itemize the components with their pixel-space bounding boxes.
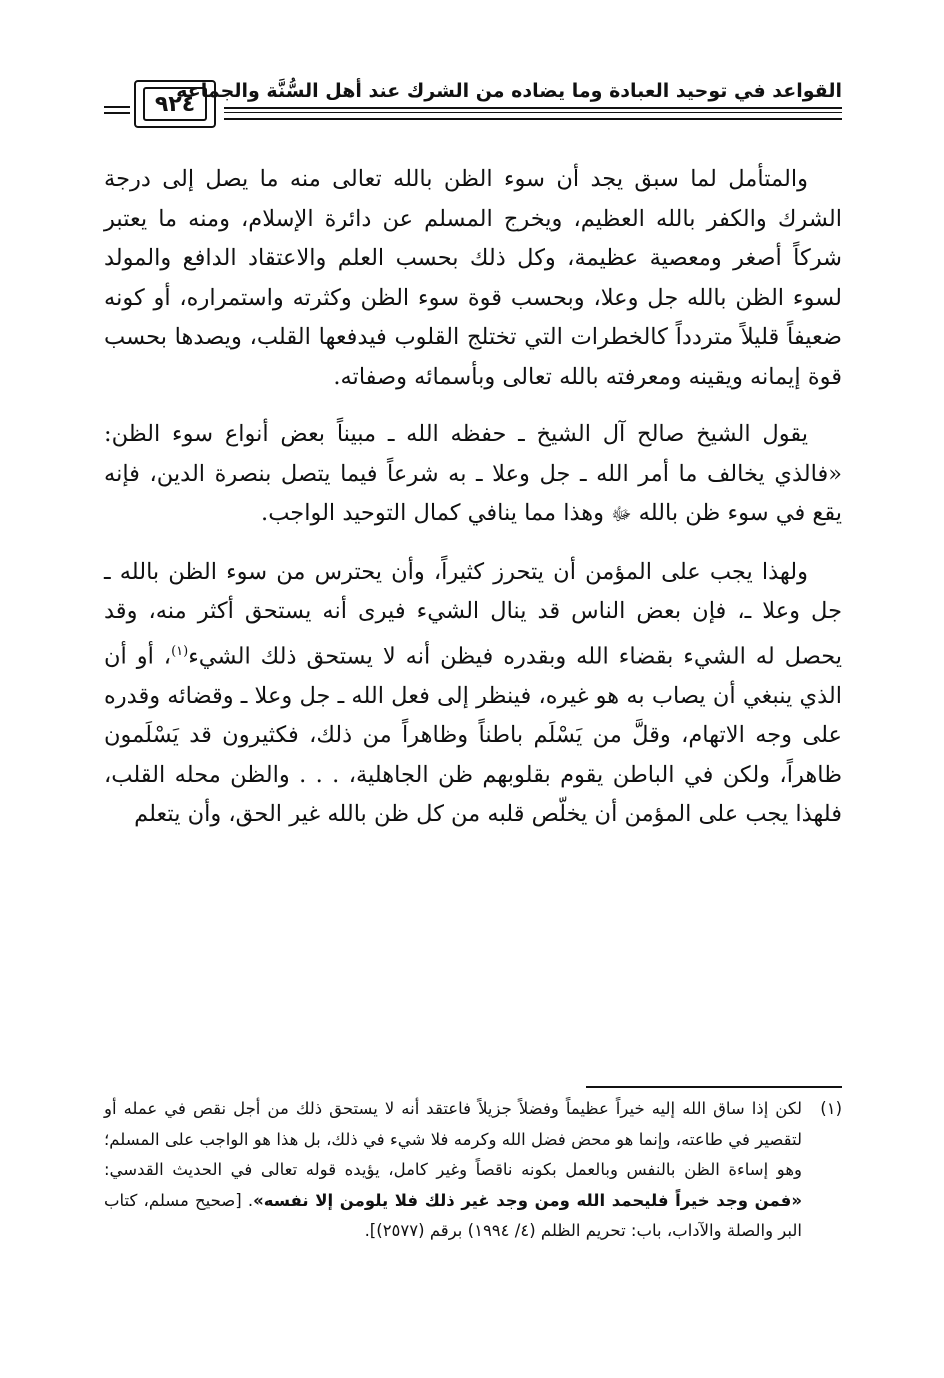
footnote-separator [586,1086,842,1088]
footnote-hadith-quote: «فمن وجد خيراً فليحمد الله ومن وجد غير ذلك فلا يلومن إلا نفسه» [253,1190,802,1210]
header-side-rule [104,112,130,114]
page-header [104,78,842,134]
paragraph-3-text: ولهذا يجب على المؤمن أن يتحرز كثيراً، وأن يحترس من سوء الظن بالله ـ جل وعلا ـ، فإن بعض الناس قد ينال الشيء فيرى أنه يستحق أكثر منه، وقد يحصل له الشيء بقضاء الله وبقدره فيظن أنه لا يستحق ذلك الشيء [104,558,842,669]
header-rule [224,107,842,109]
footnote-text-start: لكن إذا ساق الله إليه خيراً عظيماً وفضلاً جزيلاً فاعتقد أنه لا يستحق ذلك من أجل نقص في عمله أو لتقصير في طاعته، وإنما هو محض فضل الله وكرمه فلا شيء في ذلك، بل هذا هو الواجب على المسلم؛ وهو إساءة الظن بالنفس وبالعمل بكونه ناقصاً وغير كامل، يؤيده قوله تعالى في الحديث القدسي: [104,1099,802,1179]
footnote-ref[interactable]: (١) [171,643,189,659]
footnote-1 [104,1094,842,1247]
paragraph-1 [104,160,842,397]
footnotes [104,1094,842,1247]
header-rule [224,118,842,120]
paragraph-1-text: والمتأمل لما سبق يجد أن سوء الظن بالله تعالى منه ما يصل إلى درجة الشرك والكفر بالله العظيم، ويخرج المسلم عن دائرة الإسلام، ومنه ما يعتبر شركاً أصغر ومعصية عظيمة، وكل ذلك بحسب العلم والاعتقاد الدافع والمولد لسوء الظن بالله جل وعلا، وبحسب قوة سوء الظن وكثرته واستمراره، أو كونه ضعيفاً قليلاً متردداً كالخطرات التي تختلج القلوب فيدفعها القلب، ويصدها بحسب قوة إيمانه ويقينه ومعرفته بالله تعالى وبأسمائه وصفاته. [104,166,842,390]
page-number-frame [134,80,216,128]
footnote-number: (١) [820,1099,842,1118]
header-rule [224,112,842,113]
main-text [104,160,842,835]
paragraph-2-end: وهذا مما ينافي كمال التوحيد الواجب. [261,500,605,526]
page-number: ٩٢٤ [143,87,207,121]
paragraph-2 [104,415,842,535]
paragraph-2-text: يقول الشيخ صالح آل الشيخ ـ حفظه الله ـ مبيناً بعض أنواع سوء الظن: «فالذي يخالف ما أمر الله ـ جل وعلا ـ به شرعاً فيما يتصل بنصرة الدين، فإنه يقع في سوء ظن بالله [104,421,842,526]
header-side-rule [104,106,130,108]
jalla-jalaluhu-glyph: ﷻ [611,504,632,525]
footnote-citation: . [صحيح مسلم، كتاب البر والصلة والآداب، باب: تحريم الظلم (٤/ ١٩٩٤) برقم (٢٥٧٧)]. [104,1190,802,1240]
running-title: القواعد في توحيد العبادة وما يضاده من الشرك عند أهل السُّنَّة والجماعة [176,80,842,102]
paragraph-3-rest: ، أو أن الذي ينبغي أن يصاب به هو غيره، فينظر إلى فعل الله ـ جل وعلا ـ وقضائه وقدره على وجه الاتهام، وقلَّ من يَسْلَم باطناً وظاهراً من ذلك، فكثيرون قد يَسْلَمون ظاهراً، ولكن في الباطن يقوم بقلوبهم ظن الجاهلية، . . . والظن محله القلب، فلهذا يجب على المؤمن أن يخلّص قلبه من كل ظن بالله غير الحق، وأن يتعلم [104,643,842,827]
footnote-text [104,1094,802,1247]
paragraph-3 [104,553,842,835]
